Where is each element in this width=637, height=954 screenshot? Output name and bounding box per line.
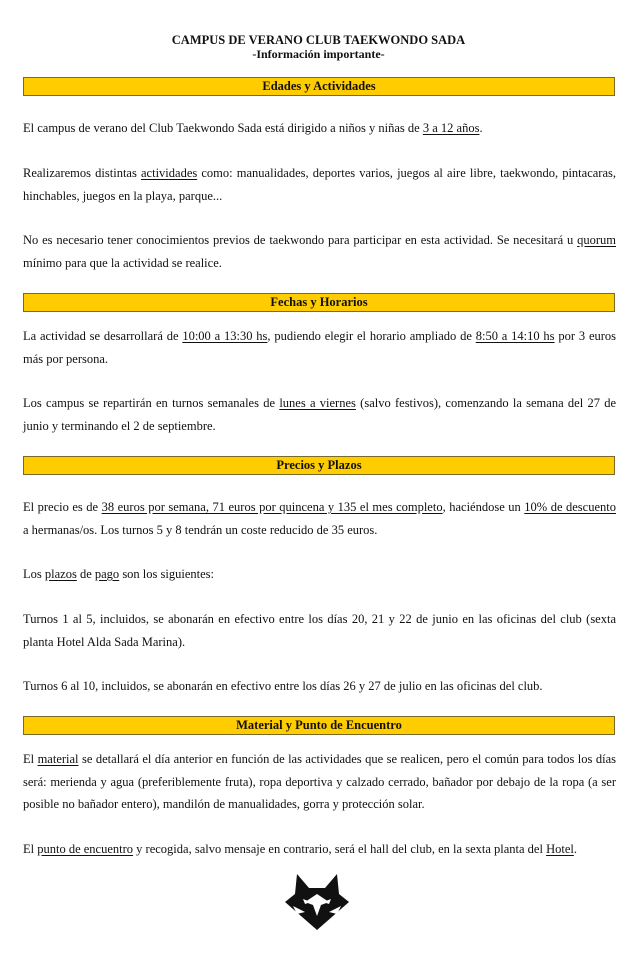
wolf-head-icon bbox=[283, 872, 351, 932]
underlined-descuento: 10% de descuento bbox=[524, 500, 616, 514]
paragraph-fechas-2: Los campus se repartirán en turnos semanales de lunes a viernes (salvo festivos), comenzando la semana del 27 de junio y terminando el 2 de septiembre. bbox=[23, 396, 617, 433]
underlined-precios: 38 euros por semana, 71 euros por quincena y 135 el mes completo bbox=[101, 500, 443, 514]
underlined-actividades: actividades bbox=[141, 166, 198, 180]
underlined-ages: 3 a 12 años bbox=[422, 121, 480, 135]
underlined-plazos: plazos bbox=[44, 567, 77, 581]
section-heading-edades: Edades y Actividades bbox=[23, 77, 615, 96]
paragraph-edades-2: Realizaremos distintas actividades como: manualidades, deportes varios, juegos al aire libre, taekwondo, pintacaras, hinchables, juegos en la playa, parque... bbox=[23, 166, 617, 203]
paragraph-edades-3: No es necesario tener conocimientos previos de taekwondo para participar en esta actividad. Se necesitará u quorum mínimo para que la actividad se realice. bbox=[23, 233, 616, 270]
paragraph-precios-4: Turnos 6 al 10, incluidos, se abonarán en efectivo entre los días 26 y 27 de julio en las oficinas del club. bbox=[23, 679, 543, 693]
section-heading-fechas: Fechas y Horarios bbox=[23, 293, 615, 312]
underlined-pago: pago bbox=[94, 567, 120, 581]
document-subtitle: -Información importante- bbox=[252, 47, 385, 61]
section-heading-material: Material y Punto de Encuentro bbox=[23, 716, 615, 735]
paragraph-edades-1: El campus de verano del Club Taekwondo Sada está dirigido a niños y niñas de 3 a 12 años. bbox=[23, 121, 483, 135]
paragraph-material-1: El material se detallará el día anterior en función de las actividades que se realicen, pero el común para todos los días será: merienda y agua (preferiblemente fruta), ropa deportiva y calzado cerrado, bañador por debajo de la ropa (a ser posible no bañador entero), mandilón de manualidades, gorra y protección solar. bbox=[23, 752, 616, 811]
underlined-horario: 10:00 a 13:30 hs bbox=[182, 329, 268, 343]
paragraph-precios-1: El precio es de 38 euros por semana, 71 euros por quincena y 135 el mes completo, haciéndose un 10% de descuento a hermanas/os. Los turnos 5 y 8 tendrán un coste reducido de 35 euros. bbox=[23, 500, 616, 537]
underlined-horario-ampliado: 8:50 a 14:10 hs bbox=[475, 329, 555, 343]
underlined-quorum: quorum bbox=[577, 233, 616, 247]
underlined-punto-encuentro: punto de encuentro bbox=[37, 842, 134, 856]
underlined-hotel: Hotel bbox=[546, 842, 574, 856]
paragraph-fechas-1: La actividad se desarrollará de 10:00 a 13:30 hs, pudiendo elegir el horario ampliado de 8:50 a 14:10 hs por 3 euros más por persona. bbox=[23, 329, 617, 366]
underlined-material: material bbox=[37, 752, 79, 766]
paragraph-precios-2: Los plazos de pago son los siguientes: bbox=[23, 567, 214, 581]
section-heading-precios: Precios y Plazos bbox=[23, 456, 615, 475]
paragraph-material-2: El punto de encuentro y recogida, salvo mensaje en contrario, será el hall del club, en la sexta planta del Hotel. bbox=[23, 842, 577, 856]
underlined-dias: lunes a viernes bbox=[279, 396, 356, 410]
paragraph-precios-3: Turnos 1 al 5, incluidos, se abonarán en efectivo entre los días 20, 21 y 22 de junio en las oficinas del club (sexta planta Hotel Alda Sada Marina). bbox=[23, 612, 616, 649]
document-title: CAMPUS DE VERANO CLUB TAEKWONDO SADA bbox=[171, 33, 466, 47]
